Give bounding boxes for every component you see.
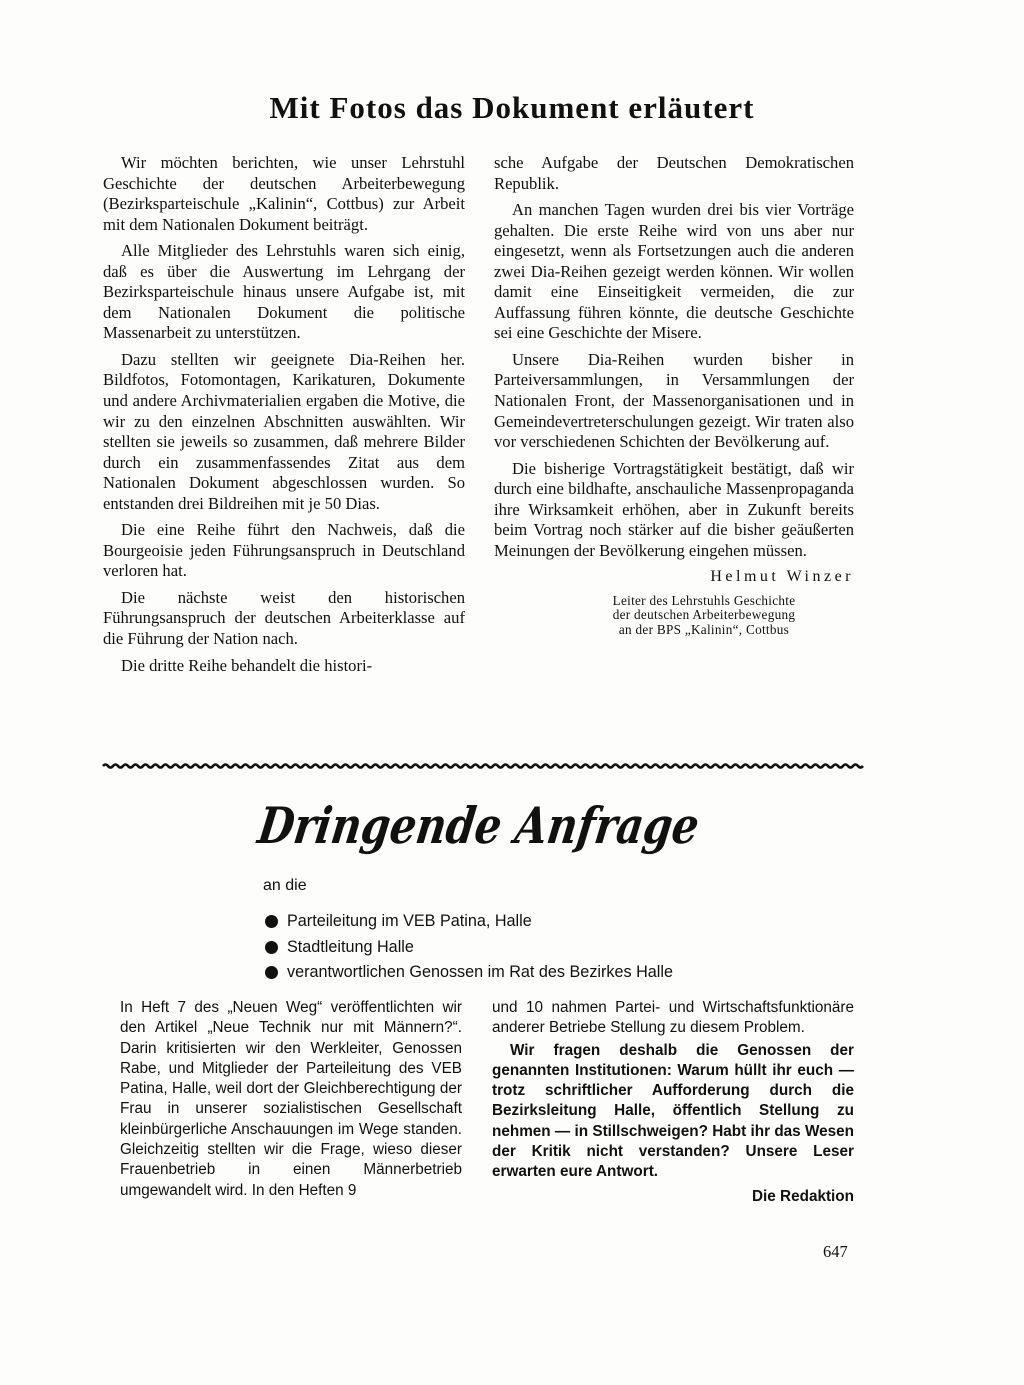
article1-author-role	[554, 594, 854, 638]
recipient-list	[265, 909, 673, 986]
article2-signature: Die Redaktion	[752, 1187, 854, 1205]
article1-paragraph: Die bisherige Vortragstätigkeit bestätigt, daß wir durch eine bildhafte, anschauliche Massenpropaganda ihre Wirksamkeit erhöhen, aber in Zukunft bereits beim Vortrag noch stärker auf die bisher geäußerten Meinungen der Bevölkerung eingehen müssen.	[494, 458, 854, 560]
article1-paragraph: Wir möchten berichten, wie unser Lehrstuhl Geschichte der deutschen Arbeiterbewegung (Bezirksparteischule „Kalinin“, Cottbus) zur Arbeit mit dem Nationalen Dokument beiträgt.	[103, 153, 465, 234]
article2-left-column	[120, 998, 462, 1203]
article2-right-column	[492, 998, 854, 1209]
article1-right-column	[494, 153, 854, 637]
article2-question-paragraph: Wir fragen deshalb die Genossen der genannten Institutionen: Warum hüllt ihr euch — trotz schriftlicher Aufforderung durch die Bezirksleitung Halle, öffentlich Stellung zu nehmen — in Stillschweigen? Habt ihr das Wesen der Kritik nicht verstanden? Unsere Leser erwarten eure Antwort.	[492, 1041, 854, 1181]
recipient-label: Parteileitung im VEB Patina, Halle	[287, 912, 532, 930]
author-role-line: Leiter des Lehrstuhls Geschichte	[612, 592, 796, 608]
wavy-divider	[103, 761, 855, 771]
article1-paragraph: Alle Mitglieder des Lehrstuhls waren sich einig, daß es über die Auswertung im Lehrgang der Bezirksparteischule hinaus unsere Aufgabe ist, mit dem Nationalen Dokument die politische Massenarbeit zu unterstützen.	[103, 241, 465, 343]
article1-paragraph: Dazu stellten wir geeignete Dia-Reihen her. Bildfotos, Fotomontagen, Karikaturen, Dokumente und andere Archivmaterialien ergaben die Motive, die wir zu den einzelnen Abschnitten auswählten. Wir stellten sie jeweils so zusammen, daß mehrere Bilder durch ein zusammenfassendes Zitat aus dem Nationalen Dokument abgeschlossen wurden. So entstanden drei Bildreihen mit je 50 Dias.	[103, 349, 465, 513]
recipient-item	[265, 935, 673, 961]
article1-title: Mit Fotos das Dokument erläutert	[269, 90, 755, 125]
author-role-line: an der BPS „Kalinin“, Cottbus	[618, 621, 790, 637]
author-role-line: der deutschen Arbeiterbewegung	[612, 607, 796, 623]
bullet-icon	[265, 966, 278, 979]
article2-paragraph: In Heft 7 des „Neuen Weg“ veröffentlichten wir den Artikel „Neue Technik nur mit Männern?“. Darin kritisierten wir den Werkleiter, Genossen Rabe, und Mitglieder der Parteileitung des VEB Patina, Halle, weil dort der Gleichberechtigung der Frau in unserer sozialistischen Gesellschaft kleinbürgerliche Anschauungen im Wege standen. Gleichzeitig stellten wir die Frage, wieso dieser Frauenbetrieb in einen Männerbetrieb umgewandelt wird. In den Heften 9	[120, 999, 462, 1199]
recipient-item	[265, 909, 673, 935]
article2-title	[254, 795, 798, 863]
article1-paragraph: Unsere Dia-Reihen wurden bisher in Parteiversammlungen, in Versammlungen der Nationalen Front, der Massenorganisationen und in Gemeindevertreterschulungen gezeigt. Wir traten also vor verschiedenen Schichten der Bevölkerung auf.	[494, 349, 854, 452]
article1-paragraph-continuation: sche Aufgabe der Deutschen Demokratischen Republik.	[494, 153, 854, 193]
article2-intro: an die	[263, 877, 307, 894]
bullet-icon	[265, 941, 278, 954]
recipient-label: Stadtleitung Halle	[287, 937, 414, 956]
recipient-item	[265, 960, 673, 986]
article1-author-name: Helmut Winzer	[710, 568, 854, 586]
article1-left-column	[103, 153, 465, 682]
article1-paragraph: An manchen Tagen wurden drei bis vier Vorträge gehalten. Die erste Reihe wird von uns aber nur eingesetzt, wenn als Fortsetzungen auch die anderen zwei Dia-Reihen gezeigt werden können. Wir wollen damit eine Einseitigkeit vermeiden, die zur Auffassung führen könnte, die deutsche Geschichte sei eine Geschichte der Misere.	[494, 200, 854, 343]
recipient-label: verantwortlichen Genossen im Rat des Bezirkes Halle	[287, 963, 673, 981]
article2-title-text: Dringende Anfrage	[254, 796, 798, 855]
article1-paragraph: Die eine Reihe führt den Nachweis, daß die Bourgeoisie jeden Führungsanspruch in Deutschland verloren hat.	[103, 520, 465, 581]
page-number: 647	[823, 1242, 848, 1261]
article1-paragraph: Die dritte Reihe behandelt die histori-	[121, 655, 373, 675]
article2-paragraph: und 10 nahmen Partei- und Wirtschaftsfunktionäre anderer Betriebe Stellung zu diesem Problem.	[492, 999, 854, 1037]
bullet-icon	[265, 915, 278, 928]
article1-paragraph: Die nächste weist den historischen Führungsanspruch der deutschen Arbeiterklasse auf die Führung der Nation nach.	[103, 587, 465, 649]
